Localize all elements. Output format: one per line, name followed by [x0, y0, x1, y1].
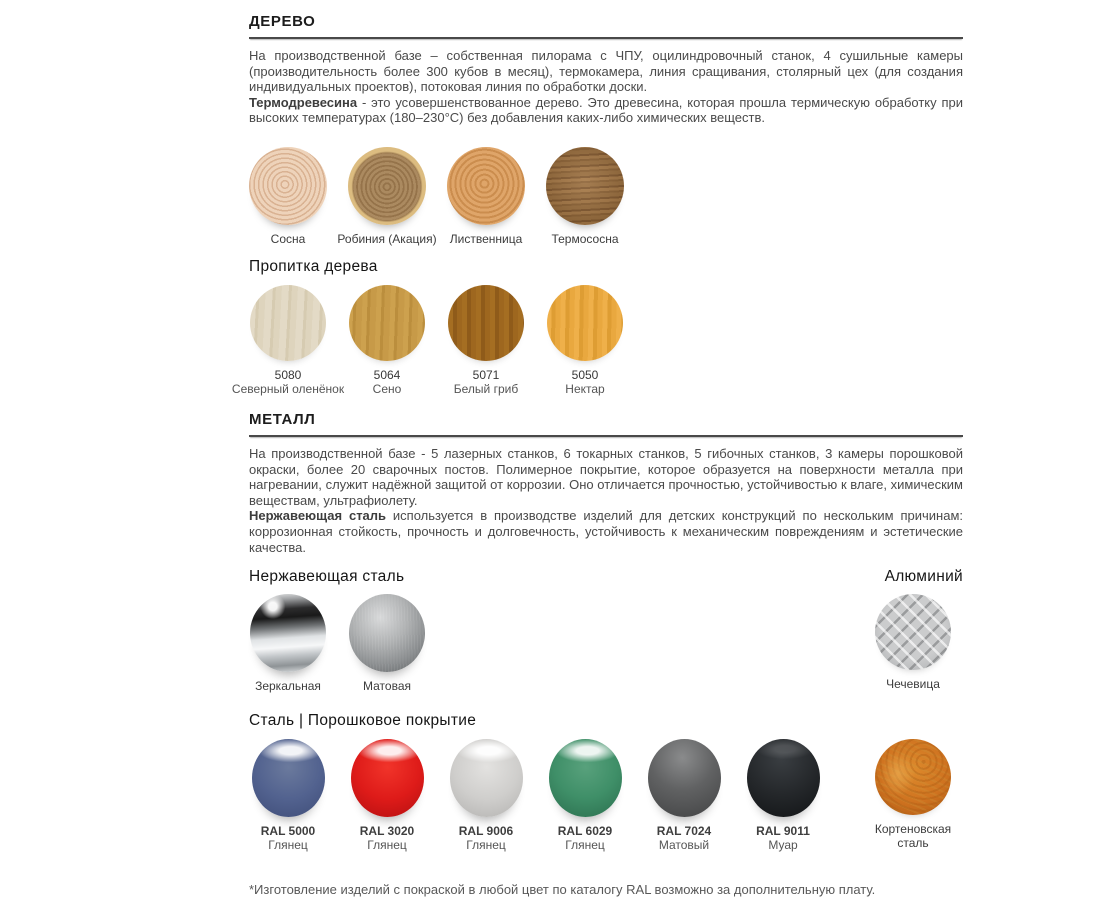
impregnation-row	[231, 285, 963, 396]
wood-intro-text: На производственной базе – собственная пилорама с ЧПУ, оцилиндровочный станок, 4 сушильные камеры (производительность более 300 кубов в месяц), термокамера, линия сращивания, столярный цех (для создания индивидуальных проектов), потоковая линия по обработки доски.	[249, 48, 963, 95]
swatch-code: 5050	[571, 367, 599, 382]
stainless-swatch-mirror	[249, 594, 327, 693]
swatch-label: Лиственница	[449, 231, 523, 246]
metal-section	[249, 411, 963, 897]
catalog-content	[231, 13, 964, 897]
thermowood-text: - это усовершенствованное дерево. Это древесина, которая прошла термическую обработку при высоких температурах (180–230°С) без добавления каких-либо химических веществ.	[249, 94, 963, 126]
powder-swatch-ral6029	[546, 739, 624, 852]
swatch-code: RAL 3020	[359, 824, 415, 839]
wood-species-row	[249, 147, 963, 246]
stainless-swatch-matte	[348, 594, 426, 693]
swatch-name: Северный оленёнок	[231, 381, 345, 396]
swatch-finish: Глянец	[565, 838, 605, 853]
robinia-slice-image	[348, 147, 426, 225]
wood-swatch-robinia	[337, 147, 437, 246]
impregnation-swatch-5050	[546, 285, 624, 396]
metal-subheadings	[249, 568, 963, 586]
swatch-finish: Матовый	[658, 838, 710, 853]
powder-swatch-ral3020	[348, 739, 426, 852]
impregnation-5064-image	[349, 285, 425, 361]
ral6029-ball-image	[549, 739, 622, 817]
impregnation-swatch-5071	[447, 285, 525, 396]
thermowood-paragraph	[249, 95, 963, 126]
wood-swatch-pine	[249, 147, 327, 246]
swatch-finish: Глянец	[466, 838, 506, 853]
impregnation-swatch-5080	[231, 285, 345, 396]
impregnation-swatch-5064	[348, 285, 426, 396]
impregnation-5050-image	[547, 285, 623, 361]
stainless-text: используется в производстве изделий для детских конструкций по нескольким причинам: коррозионная стойкость, прочность и долговечность, устойчивость к механическим повреждениям и эстетические качества.	[249, 508, 964, 555]
swatch-name: Белый гриб	[453, 381, 519, 396]
aluminum-plate-image	[875, 594, 951, 670]
swatch-code: RAL 6029	[557, 824, 613, 839]
wood-swatch-thermopine	[546, 147, 624, 246]
swatch-code: 5064	[373, 367, 401, 382]
swatch-label: Матовая	[363, 679, 411, 694]
thermowood-lead: Термодревесина	[249, 94, 358, 110]
wood-swatch-larch	[447, 147, 525, 246]
powder-swatch-ral7024	[645, 739, 723, 852]
impregnation-title: Пропитка дерева	[249, 257, 378, 275]
powder-coating-title: Сталь | Порошковое покрытие	[249, 712, 477, 730]
swatch-code: RAL 9006	[458, 824, 514, 839]
ral5000-ball-image	[252, 739, 325, 817]
impregnation-5071-image	[448, 285, 524, 361]
ral7024-ball-image	[648, 739, 721, 817]
swatch-name: Нектар	[565, 381, 605, 396]
swatch-label: Чечевица	[886, 677, 940, 692]
thermopine-slice-image	[546, 147, 624, 225]
corten-swatch	[857, 739, 969, 850]
wood-intro-paragraph	[249, 48, 963, 95]
swatch-code: 5071	[472, 367, 500, 382]
swatch-finish: Муар	[768, 838, 798, 853]
powder-coating-row	[249, 739, 963, 852]
metal-intro-paragraph	[249, 446, 963, 508]
impregnation-5080-image	[250, 285, 326, 361]
larch-slice-image	[447, 147, 525, 225]
stainless-row	[249, 594, 963, 693]
mirror-steel-ball-image	[250, 594, 326, 672]
powder-swatch-ral5000	[249, 739, 327, 852]
swatch-code: 5080	[274, 367, 302, 382]
swatch-code: RAL 5000	[260, 824, 316, 839]
stainless-steel-title: Нержавеющая сталь	[249, 568, 405, 586]
swatch-label: Термососна	[551, 231, 619, 246]
pine-slice-image	[249, 147, 327, 225]
aluminum-swatch	[857, 594, 969, 691]
swatch-code: RAL 9011	[756, 824, 810, 839]
ral3020-ball-image	[351, 739, 424, 817]
powder-swatch-ral9006	[447, 739, 525, 852]
swatch-label: Кортеновская сталь	[874, 822, 952, 851]
wood-section	[231, 13, 963, 396]
stainless-lead: Нержавеющая сталь	[249, 508, 387, 524]
ral9006-ball-image	[450, 739, 523, 817]
swatch-label: Робиния (Акация)	[337, 231, 437, 246]
matte-steel-ball-image	[349, 594, 425, 672]
swatch-label: Зеркальная	[255, 679, 321, 694]
swatch-finish: Глянец	[268, 838, 308, 853]
wood-section-title: ДЕРЕВО	[249, 13, 963, 39]
corten-steel-image	[875, 739, 951, 815]
metal-section-title: МЕТАЛЛ	[249, 411, 963, 437]
powder-swatch-ral9011	[744, 739, 822, 852]
aluminum-title: Алюминий	[884, 568, 963, 586]
ral9011-ball-image	[747, 739, 820, 817]
swatch-code: RAL 7024	[656, 824, 712, 839]
swatch-finish: Глянец	[367, 838, 407, 853]
metal-intro-text: На производственной базе - 5 лазерных станков, 6 токарных станков, 5 гибочных станков, 3 камеры порошковой окраски, более 20 сварочных постов. Полимерное покрытие, которое образуется на поверхности металла при нагревании, служит надёжной защитой от коррозии. Оно отличается прочностью, устойчивостью к влаге, химическим веществам, ультрафиолету.	[249, 445, 963, 508]
swatch-name: Сено	[372, 381, 402, 396]
ral-footnote: *Изготовление изделий с покраской в любой цвет по каталогу RAL возможно за дополнительную плату.	[249, 882, 876, 897]
stainless-paragraph	[249, 508, 963, 555]
swatch-label: Сосна	[270, 231, 306, 246]
